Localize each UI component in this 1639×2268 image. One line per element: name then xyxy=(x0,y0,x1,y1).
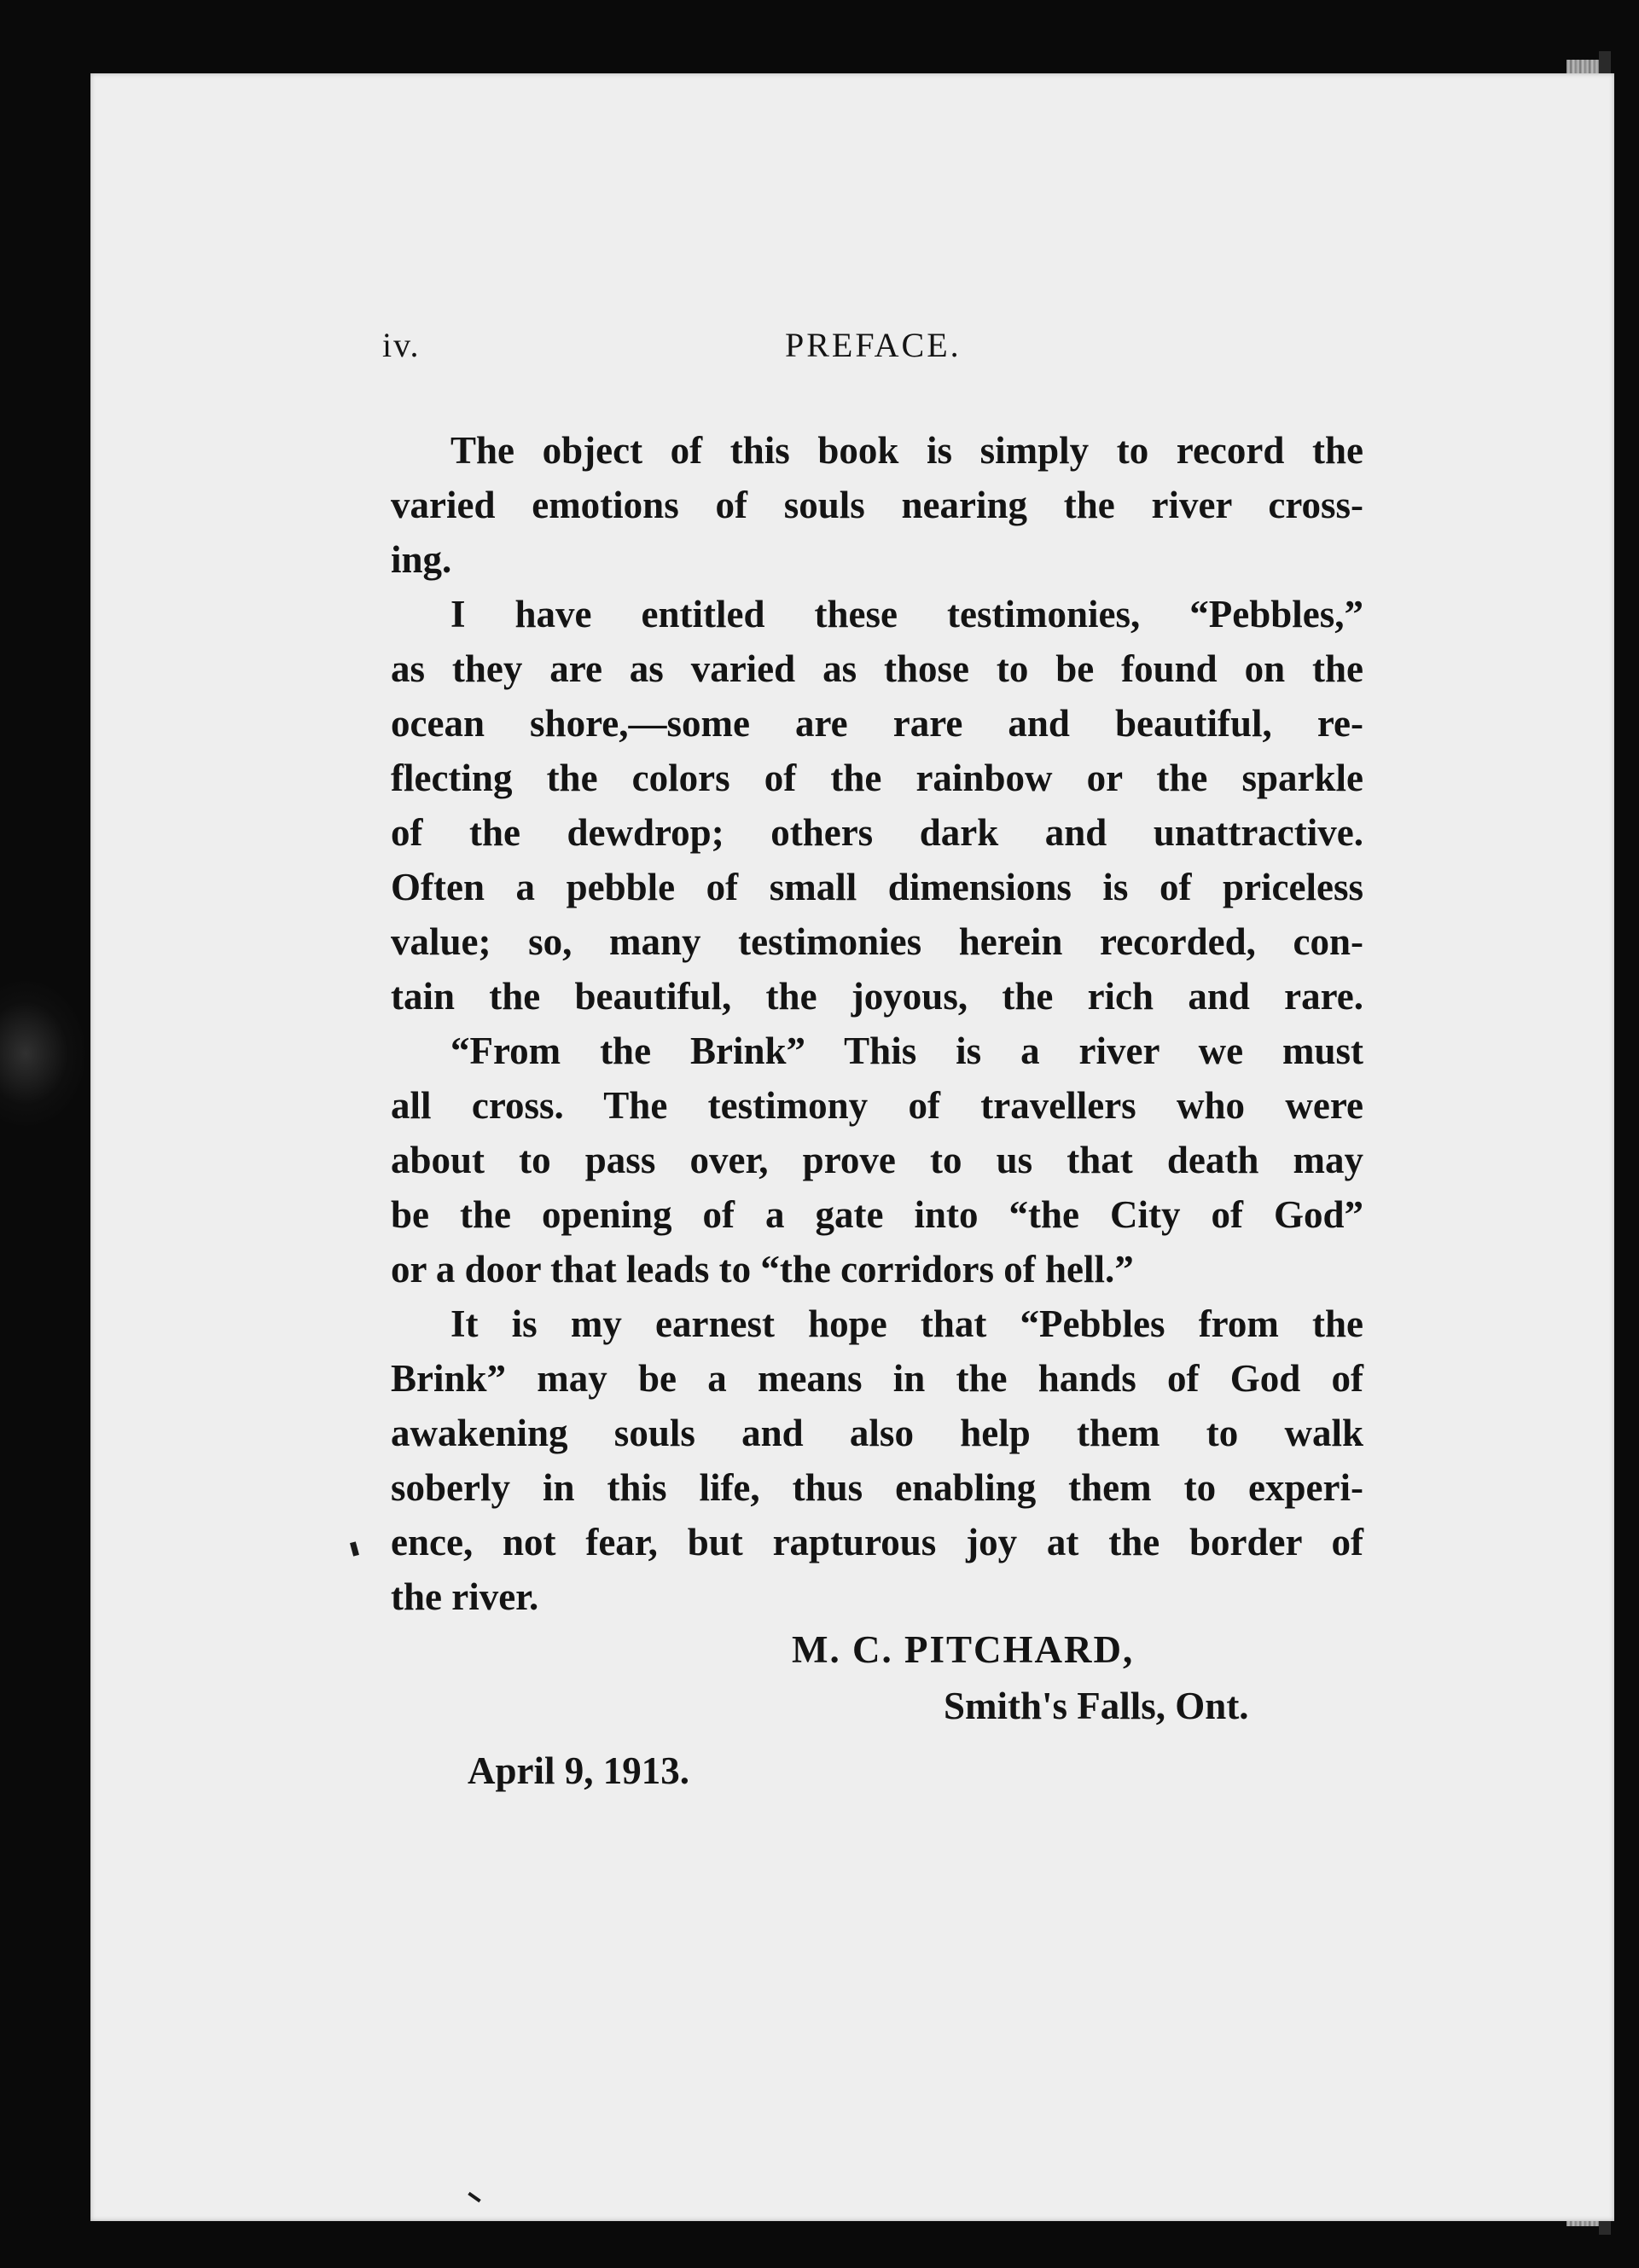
text-line: varied emotions of souls nearing the river cross- xyxy=(391,484,1363,526)
text-line: about to pass over, prove to us that death may xyxy=(391,1139,1363,1181)
text-line: awakening souls and also help them to walk xyxy=(391,1412,1363,1454)
text-line: as they are as varied as those to be found on the xyxy=(391,647,1363,690)
text-line: all cross. The testimony of travellers who were xyxy=(391,1084,1363,1127)
text-line: be the opening of a gate into “the City of God” xyxy=(391,1193,1363,1236)
text-line: Often a pebble of small dimensions is of priceless xyxy=(391,866,1363,908)
text-line: value; so, many testimonies herein recorded, con- xyxy=(391,920,1363,963)
text-line: or a door that leads to “the corridors of hell.” xyxy=(391,1248,1134,1291)
preface-body xyxy=(391,423,1363,1624)
text-line: It is my earnest hope that “Pebbles from the xyxy=(450,1302,1363,1345)
text-line: The object of this book is simply to record the xyxy=(450,429,1363,472)
preface-date: April 9, 1913. xyxy=(468,1749,690,1792)
running-head: PREFACE. xyxy=(785,326,962,364)
author-name: M. C. PITCHARD, xyxy=(792,1628,1135,1671)
text-line: I have entitled these testimonies, “Pebbles,” xyxy=(450,593,1363,635)
text-line: ocean shore,—some are rare and beautiful, re- xyxy=(391,702,1363,745)
text-line: soberly in this life, thus enabling them to experi- xyxy=(391,1466,1363,1509)
author-location: Smith's Falls, Ont. xyxy=(944,1685,1249,1727)
text-line: the river. xyxy=(391,1575,539,1618)
page-number: iv. xyxy=(382,326,421,364)
text-line: ing. xyxy=(391,538,452,581)
text-line: Brink” may be a means in the hands of God of xyxy=(391,1357,1363,1400)
text-line: of the dewdrop; others dark and unattractive. xyxy=(391,811,1363,854)
text-line: “From the Brink” This is a river we must xyxy=(450,1030,1363,1072)
text-line: ence, not fear, but rapturous joy at the border of xyxy=(391,1521,1363,1563)
text-line: flecting the colors of the rainbow or the sparkle xyxy=(391,757,1363,799)
text-line: tain the beautiful, the joyous, the rich and rare. xyxy=(391,975,1363,1018)
